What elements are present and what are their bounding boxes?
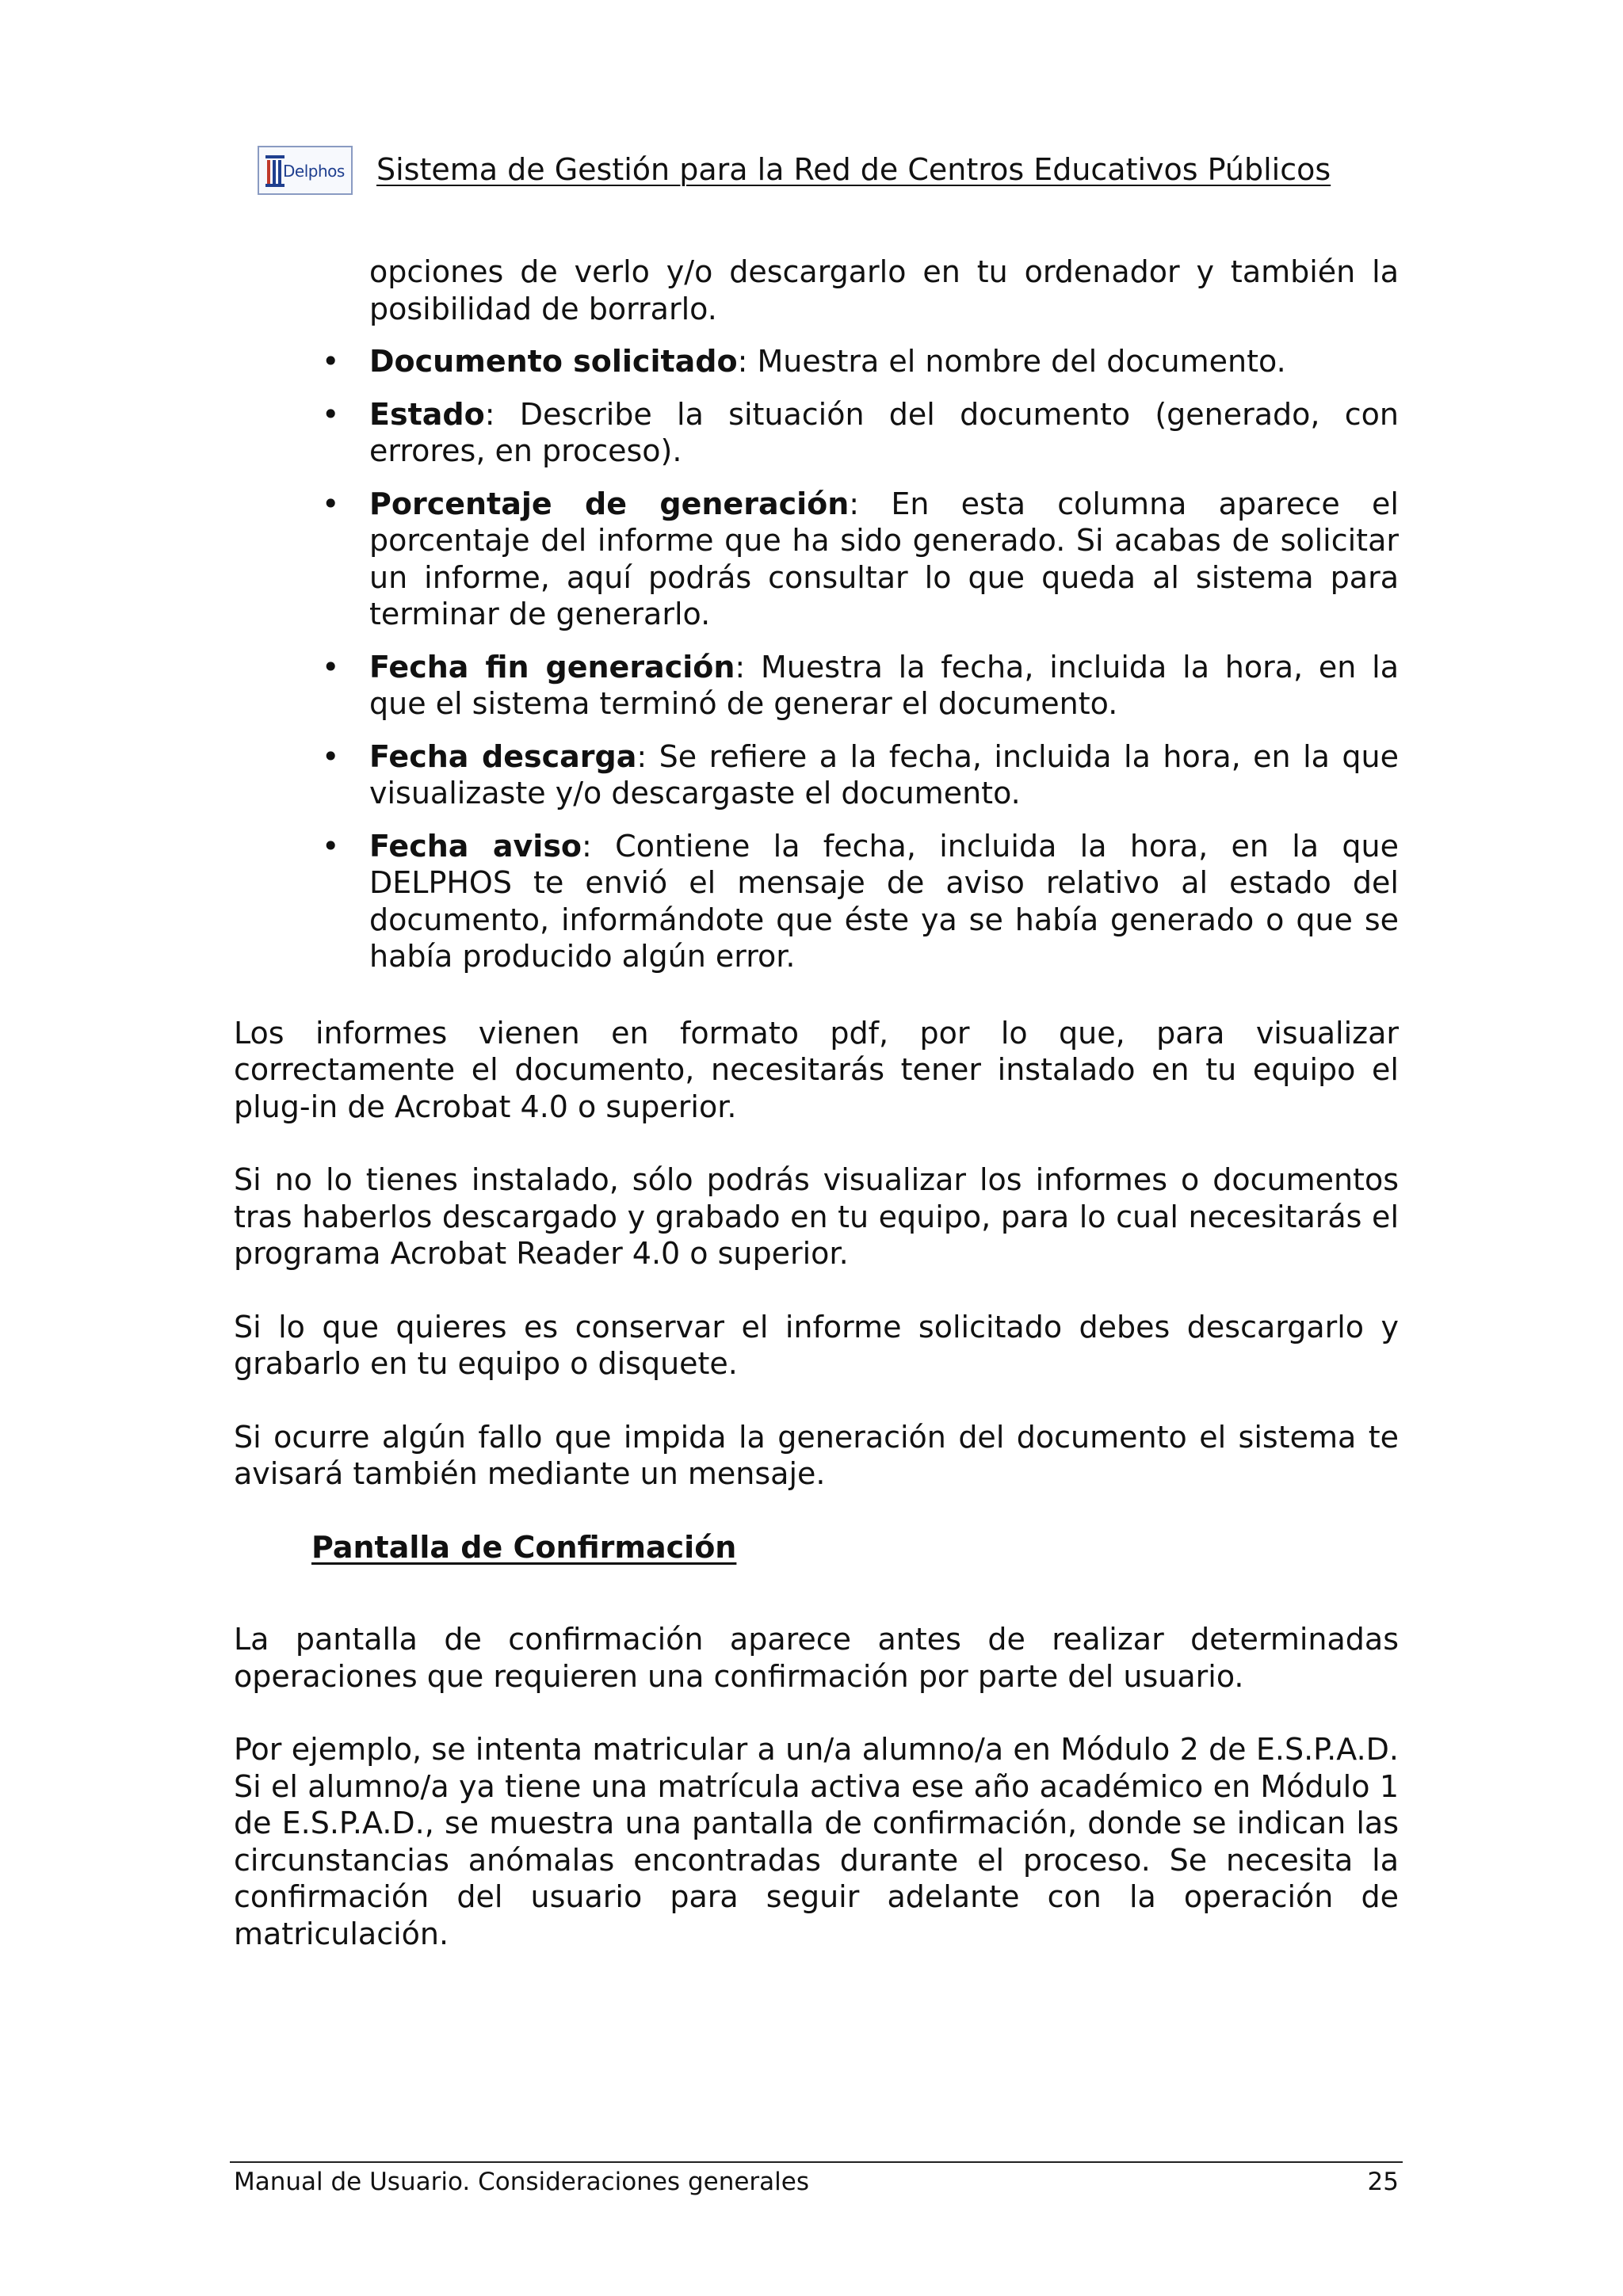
list-item-text: : Describe la situación del documento (generado, con errores, en proceso). <box>369 396 1399 468</box>
list-item-text: : Contiene la fecha, incluida la hora, en la que DELPHOS te envió el mensaje de aviso relativo al estado del documento, informándote que éste ya se había generado o que se había producido algún error. <box>369 828 1399 974</box>
header-title: Sistema de Gestión para la Red de Centros Educativos Públicos <box>376 152 1331 187</box>
paragraph-confirmation-intro: La pantalla de confirmación aparece antes de realizar determinadas operaciones que requieren una confirmación por parte del usuario. <box>234 1622 1399 1694</box>
list-item <box>369 343 1399 380</box>
list-item-text: : Muestra la fecha, incluida la hora, en la que el sistema terminó de generar el documento. <box>369 649 1399 721</box>
delphos-logo <box>258 146 353 195</box>
paragraph-pdf-format: Los informes vienen en formato pdf, por lo que, para visualizar correctamente el documento, necesitarás tener instalado en tu equipo el plug-in de Acrobat 4.0 o superior. <box>234 1015 1399 1124</box>
list-item-text: : Muestra el nombre del documento. <box>737 344 1286 379</box>
page-footer <box>230 2161 1403 2196</box>
continued-text: opciones de verlo y/o descargarlo en tu ordenador y también la posibilidad de borrarlo. <box>369 254 1399 326</box>
footer-title: Manual de Usuario. Consideraciones generales <box>234 2168 809 2196</box>
list-item <box>369 649 1399 723</box>
list-item <box>369 828 1399 975</box>
list-item-term: Documento solicitado <box>369 344 738 379</box>
section-title: Pantalla de Confirmación <box>311 1529 737 1565</box>
list-item-term: Porcentaje de generación <box>369 486 850 521</box>
list-item-term: Fecha aviso <box>369 828 582 864</box>
list-item <box>369 738 1399 812</box>
paragraph-not-installed: Si no lo tienes instalado, sólo podrás visualizar los informes o documentos tras haberlos descargado y grabado en tu equipo, para lo cual necesitarás el programa Acrobat Reader 4.0 o superior. <box>234 1162 1399 1271</box>
list-item-term: Fecha descarga <box>369 738 637 774</box>
document-body <box>234 254 1399 1989</box>
list-item <box>369 396 1399 470</box>
list-item-term: Fecha fin generación <box>369 649 735 685</box>
logo-text: Delphos <box>283 162 345 181</box>
paragraph-save-report: Si lo que quieres es conservar el informe solicitado debes descargarlo y grabarlo en tu equipo o disquete. <box>234 1309 1399 1381</box>
list-item-text: : Se refiere a la fecha, incluida la hora, en la que visualizaste y/o descargaste el documento. <box>369 738 1400 810</box>
field-description-list <box>234 343 1399 975</box>
columns-logo-icon <box>265 154 285 189</box>
list-item-text: : En esta columna aparece el porcentaje del informe que ha sido generado. Si acabas de solicitar un informe, aquí podrás consultar lo que queda al sistema para terminar de generarlo. <box>369 486 1399 631</box>
page-header <box>258 144 1407 200</box>
page-number: 25 <box>1367 2168 1399 2196</box>
list-item <box>369 486 1399 633</box>
list-item-term: Estado <box>369 396 485 432</box>
paragraph-confirmation-example: Por ejemplo, se intenta matricular a un/a alumno/a en Módulo 2 de E.S.P.A.D. Si el alumno/a ya tiene una matrícula activa ese año académico en Módulo 1 de E.S.P.A.D., se muestra una pantalla de confirmación, donde se indican las circunstancias anómalas encontradas durante el proceso. Se necesita la confirmación del usuario para seguir adelante con la operación de matriculación. <box>234 1732 1399 1951</box>
paragraph-error-notice: Si ocurre algún fallo que impida la generación del documento el sistema te avisará también mediante un mensaje. <box>234 1419 1399 1491</box>
